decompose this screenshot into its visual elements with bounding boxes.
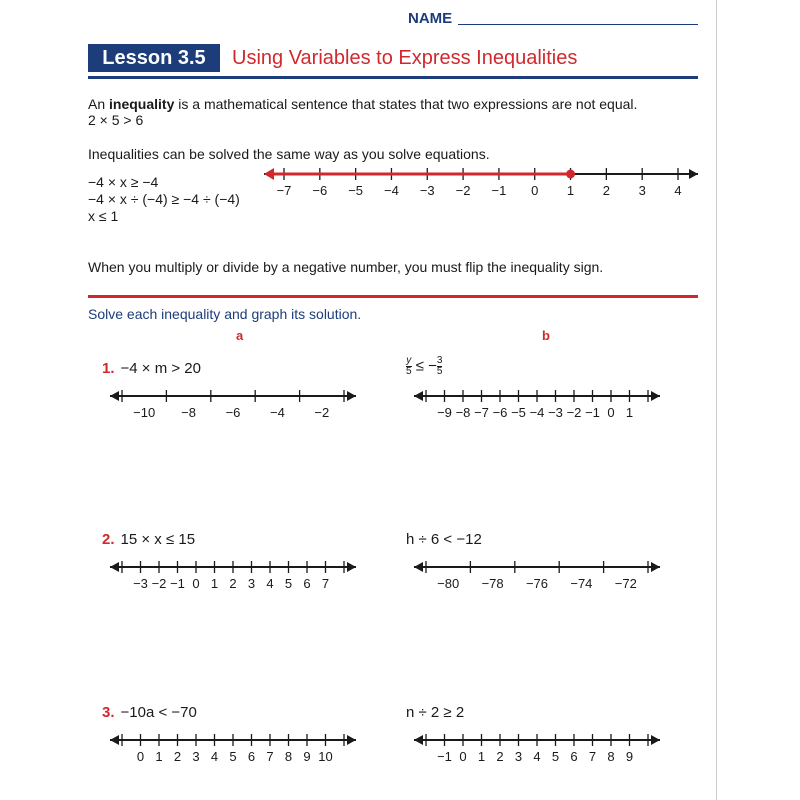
tick-label: 6 (303, 576, 311, 591)
tick-label: −2 (314, 405, 330, 420)
arrow-left-icon (414, 391, 423, 401)
problem-3b: n ÷ 2 ≥ 2 (406, 704, 465, 721)
tick-label: 2 (496, 749, 504, 764)
section-divider (88, 295, 698, 298)
number-line-2a[interactable] (102, 553, 364, 593)
tick-label: 4 (674, 183, 682, 198)
fraction-right (437, 356, 443, 377)
solution-arrow-icon (264, 168, 274, 180)
tick-label: 8 (607, 749, 615, 764)
tick-label: 3 (514, 749, 523, 764)
tick-label: 1 (155, 749, 163, 764)
definition-term: inequality (109, 96, 175, 112)
definition-example: 2 × 5 > 6 (88, 112, 144, 128)
example-step-1: −4 × x ≥ −4 (88, 174, 159, 190)
tick-label: −80 (437, 576, 460, 591)
problem-1a (102, 360, 201, 377)
tick-label: 1 (625, 405, 634, 420)
number-line-3b[interactable] (406, 726, 668, 766)
name-field[interactable] (458, 24, 698, 25)
title-divider (88, 76, 698, 79)
tick-label: −5 (511, 405, 526, 420)
tick-label: −8 (181, 405, 197, 420)
problem-1b-operator: ≤ − (411, 357, 437, 375)
tick-label: −6 (492, 405, 508, 420)
tick-label: 6 (570, 749, 578, 764)
lesson-title: Using Variables to Express Inequalities (232, 47, 578, 69)
tick-label: −74 (570, 576, 593, 591)
problem-3a-text: −10a < −70 (120, 704, 197, 721)
column-a-heading: a (236, 328, 244, 343)
tick-label: 5 (229, 749, 237, 764)
arrow-right-icon (651, 391, 660, 401)
tick-label: −1 (491, 183, 507, 198)
tick-label: 1 (566, 183, 575, 198)
tick-label: −6 (225, 405, 241, 420)
tick-label: 2 (173, 749, 182, 764)
tick-label: 3 (247, 576, 256, 591)
tick-label: 0 (192, 576, 200, 591)
column-b-heading: b (542, 328, 550, 343)
problem-1b (406, 356, 442, 377)
tick-label: 8 (284, 749, 293, 764)
tick-label: −2 (455, 183, 471, 198)
problem-2b: h ÷ 6 < −12 (406, 531, 482, 548)
tick-label: −6 (312, 183, 328, 198)
arrow-right-icon (347, 391, 356, 401)
tick-label: −76 (525, 576, 549, 591)
problem-3a (102, 704, 197, 721)
fraction-num: y (406, 355, 412, 366)
tick-label: −10 (133, 405, 156, 420)
tick-label: 3 (638, 183, 646, 198)
tick-label: 5 (551, 749, 560, 764)
number-line-1b[interactable] (406, 382, 668, 422)
definition-prefix: An (88, 96, 110, 112)
tick-label: −3 (133, 576, 148, 591)
tick-label: 1 (477, 749, 486, 764)
tick-label: −8 (455, 405, 471, 420)
arrow-left-icon (414, 562, 423, 572)
number-line-1a[interactable] (102, 382, 364, 422)
tick-label: 4 (266, 576, 274, 591)
problem-2a (102, 531, 195, 548)
tick-label: 10 (318, 749, 333, 764)
definition-suffix: is a mathematical sentence that states that two expressions are not equal. (174, 96, 638, 112)
tick-label: 0 (531, 183, 539, 198)
problem-number: 2. (102, 531, 115, 548)
tick-label: 0 (607, 405, 615, 420)
tick-label: 4 (210, 749, 219, 764)
tick-label: −1 (170, 576, 185, 591)
tick-label: −3 (419, 183, 435, 198)
tick-label: −4 (384, 183, 399, 198)
problem-number: 3. (102, 704, 115, 721)
problem-number: 1. (102, 360, 115, 377)
arrow-right-icon (689, 169, 698, 179)
tick-label: 9 (625, 749, 634, 764)
tick-label: 6 (247, 749, 256, 764)
tick-label: −2 (566, 405, 582, 420)
tick-label: −78 (481, 576, 504, 591)
arrow-right-icon (651, 562, 660, 572)
name-label: NAME (408, 10, 453, 27)
solve-text: Inequalities can be solved the same way as you solve equations. (88, 146, 490, 162)
example-number-line (256, 160, 706, 206)
arrow-left-icon (110, 735, 119, 745)
tick-label: 9 (303, 749, 311, 764)
lesson-badge: Lesson 3.5 (88, 44, 220, 72)
tick-label: −4 (269, 405, 285, 420)
page-edge (716, 0, 717, 800)
tick-label: −7 (276, 183, 292, 198)
fraction-num: 3 (436, 355, 443, 366)
tick-label: −4 (529, 405, 545, 420)
problem-1a-text: −4 × m > 20 (120, 360, 201, 377)
arrow-right-icon (347, 735, 356, 745)
tick-label: −5 (348, 183, 364, 198)
example-step-3: x ≤ 1 (88, 208, 119, 224)
tick-label: 5 (284, 576, 293, 591)
tick-label: 7 (266, 749, 274, 764)
rule-text: When you multiply or divide by a negative number, you must flip the inequality sign. (88, 259, 604, 275)
tick-label: −7 (474, 405, 489, 420)
tick-label: −3 (548, 405, 563, 420)
closed-endpoint (566, 170, 575, 179)
tick-label: 0 (459, 749, 467, 764)
arrow-left-icon (414, 735, 423, 745)
instructions: Solve each inequality and graph its solution. (88, 306, 362, 322)
tick-label: 2 (602, 183, 610, 198)
tick-label: 2 (229, 576, 237, 591)
tick-label: −1 (437, 749, 452, 764)
problem-2a-text: 15 × x ≤ 15 (120, 531, 196, 548)
tick-label: 4 (533, 749, 541, 764)
tick-label: −72 (614, 576, 637, 591)
fraction-den: 5 (436, 366, 443, 377)
tick-label: 1 (210, 576, 219, 591)
tick-label: 7 (321, 576, 330, 591)
example-step-2: −4 × x ÷ (−4) ≥ −4 ÷ (−4) (88, 191, 240, 207)
fraction-den: 5 (406, 366, 412, 377)
number-line-3a[interactable] (102, 726, 364, 766)
tick-label: −1 (585, 405, 600, 420)
tick-label: 7 (588, 749, 597, 764)
number-line-2b[interactable] (406, 553, 668, 593)
definition-text (88, 96, 637, 112)
tick-label: −2 (151, 576, 167, 591)
arrow-right-icon (347, 562, 356, 572)
tick-label: 3 (192, 749, 200, 764)
tick-label: −9 (437, 405, 452, 420)
arrow-left-icon (110, 562, 119, 572)
tick-label: 0 (136, 749, 145, 764)
arrow-right-icon (651, 735, 660, 745)
arrow-left-icon (110, 391, 119, 401)
